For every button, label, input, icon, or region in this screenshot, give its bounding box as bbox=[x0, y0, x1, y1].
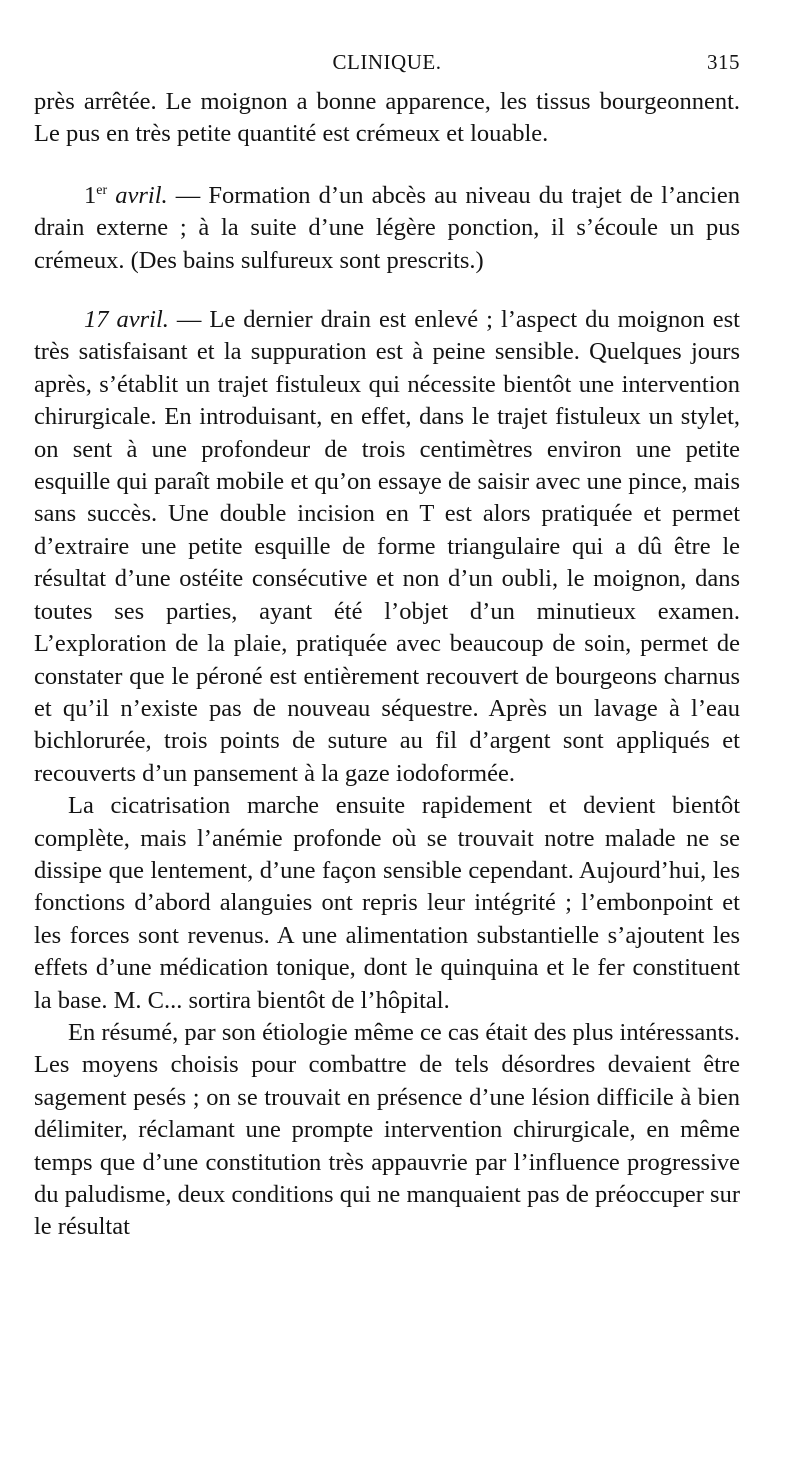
paragraph-text: près arrêtée. Le moignon a bonne apparence, les tissus bourgeonnent. Le pus en très petite quantité est crémeux et louable. bbox=[34, 88, 740, 148]
paragraph-cicatrisation bbox=[34, 790, 740, 1017]
entry-1-avril bbox=[34, 180, 740, 277]
date-label: 17 avril. bbox=[84, 306, 169, 334]
body-text bbox=[34, 86, 740, 1244]
date-superscript: er bbox=[96, 182, 108, 198]
paragraph-text: La cicatrisation marche ensuite rapidement et devient bientôt complète, mais l’anémie profonde où se trouvait notre malade ne se dissipe que lentement, d’une façon sensible cependant. Aujourd’hui, les fonctions d’abord alanguies ont repris leur intégrité ; l’embonpoint et les forces sont revenus. A une alimentation substantielle s’ajoutent les effets d’une médication tonique, dont le quinquina et le fer constituent la base. M. C... sortira bientôt de l’hôpital. bbox=[34, 792, 740, 1014]
paragraph-continuation bbox=[34, 86, 740, 151]
paragraph-text: — Formation d’un abcès au niveau du trajet de l’ancien drain externe ; à la suite d’une légère ponction, il s’écoule un pus crémeux. (Des bains sulfureux sont prescrits.) bbox=[34, 181, 740, 274]
paragraph-text: En résumé, par son étiologie même ce cas était des plus intéressants. Les moyens choisis pour combattre de tels désordres devaient être sagement pesés ; on se trouvait en présence d’une lésion difficile à bien délimiter, réclamant une prompte intervention chirurgicale, en même temps que d’une constitution très appauvrie par l’influence progressive du paludisme, deux conditions qui ne manquaient pas de préoccuper sur le résultat bbox=[34, 1018, 740, 1241]
date-number: 1 bbox=[84, 181, 97, 209]
date-label: avril. bbox=[107, 181, 168, 209]
running-title: CLINIQUE. bbox=[332, 50, 442, 74]
entry-17-avril bbox=[34, 304, 740, 790]
page-number: 315 bbox=[707, 50, 740, 74]
paragraph-resume bbox=[34, 1017, 740, 1244]
paragraph-text: — Le dernier drain est enlevé ; l’aspect du moignon est très satisfaisant et la suppuration est à peine sensible. Quelques jours après, s’établit un trajet fistuleux qui nécessite bientôt une intervention chirurgicale. En introduisant, en effet, dans le trajet fistuleux un stylet, on sent à une profondeur de trois centimètres environ une petite esquille qui paraît mobile et qu’on essaye de saisir avec une pince, mais sans succès. Une double incision en T est alors pratiquée et permet d’extraire une petite esquille de forme triangulaire qui a dû être le résultat d’une ostéite consécutive et non d’un oubli, le moignon, dans toutes ses parties, ayant été l’objet d’un minutieux examen. L’exploration de la plaie, pratiquée avec beaucoup de soin, permet de constater que le péroné est entièrement recouvert de bourgeons charnus et qu’il n’existe pas de nouveau séquestre. Après un lavage à l’eau bichlorurée, trois points de suture au fil d’argent sont appliqués et recouverts d’un pansement à la gaze iodoformée. bbox=[34, 306, 740, 787]
running-head bbox=[34, 50, 740, 78]
